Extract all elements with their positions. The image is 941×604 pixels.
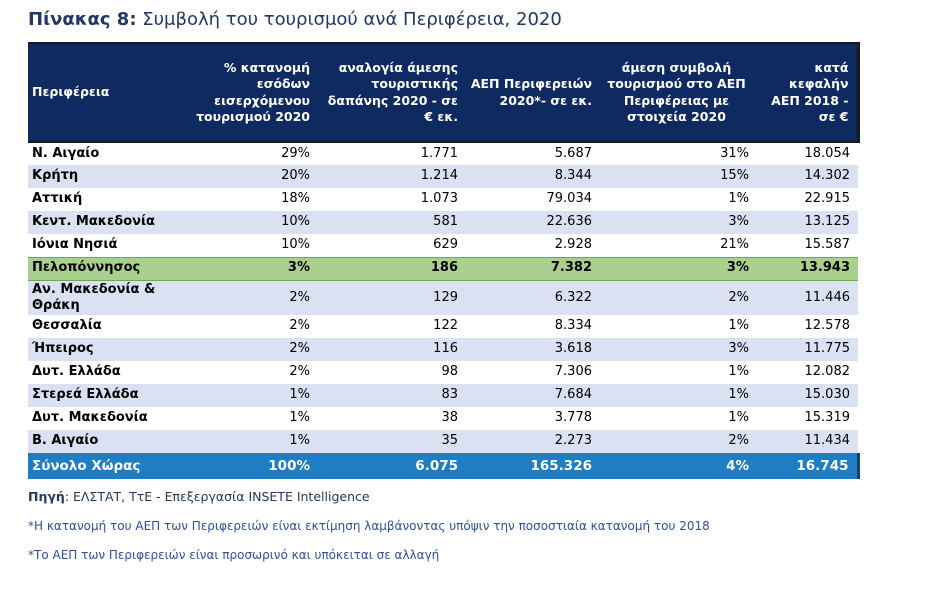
value-cell: 13.125 [757,211,858,234]
col-header-gdp-contribution: άμεση συμβολή τουρισμού στο ΑΕΠ Περιφέρειας με στοιχεία 2020 [600,43,757,142]
value-cell: 18% [281,191,310,207]
region-cell: Δυτ. Μακεδονία [32,410,148,426]
table-caption-text: Συμβολή του τουρισμού ανά Περιφέρεια, 2020 [136,9,562,30]
table-row [28,280,858,315]
value-cell: 5.687 [554,145,592,161]
region-cell: Ιόνια Νησιά [32,237,118,253]
value-cell: 1.771 [420,145,458,161]
value-cell: 2.928 [554,237,592,253]
value-cell: 1% [289,410,310,426]
value-cell: 22.915 [804,191,850,207]
source-text: : ΕΛΣΤΑΤ, ΤτΕ - Επεξεργασία INSETE Intelligence [64,489,370,504]
table-row [28,142,858,165]
value-cell: 116 [318,338,466,361]
value-cell: 2% [289,318,310,334]
table-row [28,384,858,407]
col-header-region: Περιφέρεια [28,43,190,142]
value-cell: 1.073 [420,191,458,207]
table-row [28,407,858,430]
value-cell: 16.745 [757,453,858,479]
value-cell: 14.302 [757,165,858,188]
value-cell: 38 [441,410,458,426]
col-header-direct-spending: αναλογία άμεσης τουριστικής δαπάνης 2020 - σε € εκ. [318,43,466,142]
table-row [28,453,858,479]
value-cell: 3.618 [466,338,600,361]
region-cell: Αν. Μακεδονία & Θράκη [28,280,190,315]
value-cell: 7.684 [466,384,600,407]
value-cell: 2% [600,430,757,453]
value-cell: 3% [600,338,757,361]
table-caption [28,9,941,30]
value-cell: 3.778 [554,410,592,426]
value-cell: 15.587 [804,237,850,253]
table-row [28,338,858,361]
value-cell: 2% [289,364,310,380]
value-cell: 2% [190,338,318,361]
value-cell: 8.344 [466,165,600,188]
region-cell: Στερεά Ελλάδα [28,384,190,407]
region-cell: Πελοπόννησος [28,257,190,280]
table-row [28,211,858,234]
tourism-contribution-table [28,42,860,479]
source-line [28,489,941,504]
value-cell: 35 [318,430,466,453]
value-cell: 10% [281,237,310,253]
col-header-revenue-share: % κατανομή εσόδων εισερχόμενου τουρισμού 2020 [190,43,318,142]
value-cell: 31% [720,145,749,161]
value-cell: 186 [318,257,466,280]
footnote-2: *Το ΑΕΠ των Περιφερειών είναι προσωρινό και υπόκειται σε αλλαγή [28,548,440,562]
table-header [28,43,858,142]
value-cell: 13.943 [757,257,858,280]
col-header-gdp-per-capita: κατά κεφαλήν ΑΕΠ 2018 - σε € [757,43,858,142]
source-label: Πηγή [28,489,65,504]
col-header-regional-gdp: ΑΕΠ Περιφερειών 2020*- σε εκ. [466,43,600,142]
table-row [28,315,858,338]
value-cell: 18.054 [804,145,850,161]
value-cell: 1% [600,384,757,407]
table-row [28,430,858,453]
value-cell: 12.082 [804,364,850,380]
region-cell: Β. Αιγαίο [28,430,190,453]
value-cell: 83 [318,384,466,407]
value-cell: 98 [441,364,458,380]
value-cell: 10% [190,211,318,234]
table-row [28,234,858,257]
region-cell: Δυτ. Ελλάδα [32,364,121,380]
value-cell: 122 [433,318,458,334]
value-cell: 3% [600,257,757,280]
value-cell: 11.775 [757,338,858,361]
value-cell: 11.434 [757,430,858,453]
region-cell: Ήπειρος [28,338,190,361]
value-cell: 15% [600,165,757,188]
value-cell: 15.319 [804,410,850,426]
value-cell: 21% [720,237,749,253]
value-cell: 7.382 [466,257,600,280]
region-cell: Σύνολο Χώρας [28,453,190,479]
table-row [28,165,858,188]
value-cell: 1.214 [318,165,466,188]
table-row [28,188,858,211]
region-cell: Ν. Αιγαίο [32,145,100,161]
value-cell: 22.636 [466,211,600,234]
value-cell: 79.034 [546,191,592,207]
value-cell: 2% [190,280,318,315]
value-cell: 6.075 [318,453,466,479]
value-cell: 12.578 [804,318,850,334]
value-cell: 129 [318,280,466,315]
value-cell: 29% [281,145,310,161]
footnote-1: *Η κατανομή του ΑΕΠ των Περιφερειών είναι εκτίμηση λαμβάνοντας υπόψιν την ποσοστιαία κατανομή του 2018 [28,519,710,533]
region-cell: Κρήτη [28,165,190,188]
value-cell: 1% [728,191,749,207]
value-cell: 165.326 [466,453,600,479]
value-cell: 2% [600,280,757,315]
value-cell: 629 [433,237,458,253]
header-row [28,43,858,142]
value-cell: 1% [190,384,318,407]
region-cell: Αττική [32,191,83,207]
value-cell: 8.334 [554,318,592,334]
value-cell: 20% [190,165,318,188]
value-cell: 1% [728,318,749,334]
value-cell: 7.306 [554,364,592,380]
value-cell: 11.446 [757,280,858,315]
value-cell: 1% [190,430,318,453]
value-cell: 4% [600,453,757,479]
value-cell: 15.030 [757,384,858,407]
table-body [28,142,858,479]
value-cell: 100% [190,453,318,479]
table-row [28,257,858,280]
value-cell: 3% [190,257,318,280]
value-cell: 3% [600,211,757,234]
value-cell: 2.273 [466,430,600,453]
region-cell: Θεσσαλία [32,318,102,334]
table-caption-label: Πίνακας 8: [28,9,137,30]
table-row [28,361,858,384]
value-cell: 1% [728,410,749,426]
value-cell: 581 [318,211,466,234]
value-cell: 6.322 [466,280,600,315]
region-cell: Κεντ. Μακεδονία [28,211,190,234]
value-cell: 1% [728,364,749,380]
